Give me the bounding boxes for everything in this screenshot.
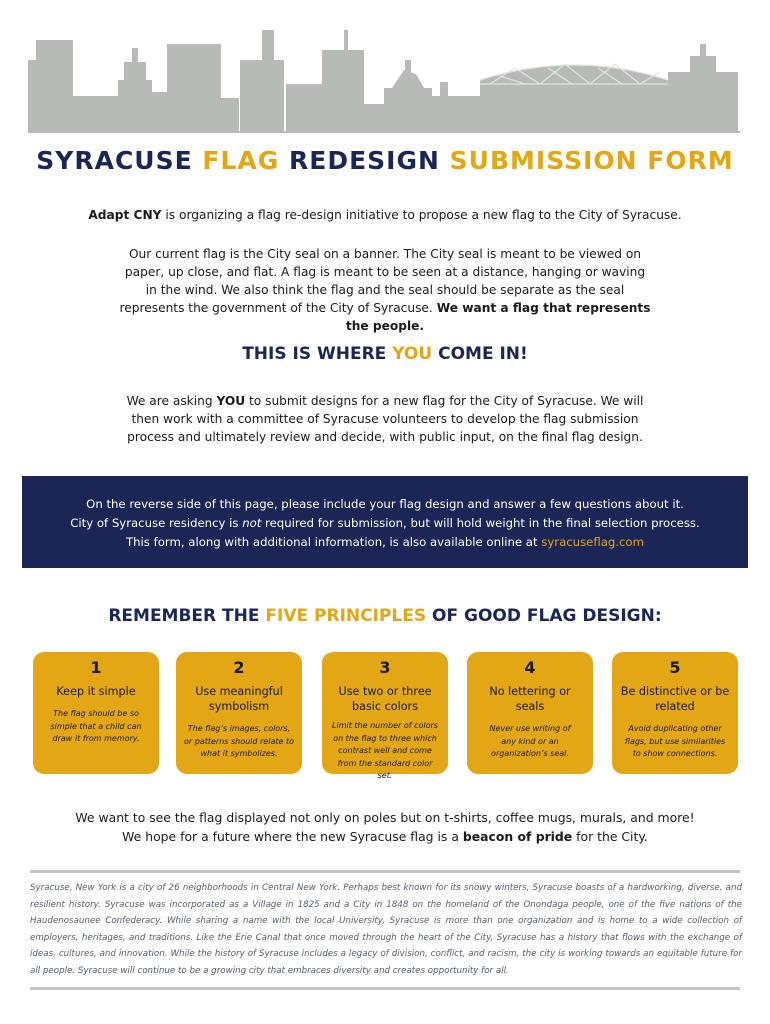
principle-description: Never use writing of any kind or an organization’s seal. bbox=[489, 724, 571, 758]
principle-number: 4 bbox=[524, 658, 536, 677]
closing-line-2-a: We hope for a future where the new Syracuse flag is a bbox=[122, 829, 463, 844]
principle-card-1 bbox=[33, 652, 159, 774]
intro-paragraph-1 bbox=[60, 206, 710, 224]
closing-line-2-c: for the City. bbox=[572, 829, 648, 844]
principles-heading-five: FIVE PRINCIPLES bbox=[265, 606, 427, 626]
info-banner bbox=[22, 476, 748, 568]
principle-description: Limit the number of colors on the flag to three which contrast well and come from the standard color set. bbox=[332, 721, 438, 780]
page-title bbox=[0, 146, 770, 175]
principle-name: No lettering or seals bbox=[489, 685, 571, 713]
banner-line-1: On the reverse side of this page, please include your flag design and answer a few questions about it. bbox=[86, 497, 684, 511]
banner-line-2-c: required for submission, but will hold weight in the final selection process. bbox=[261, 516, 700, 530]
intro-paragraph-2 bbox=[118, 245, 652, 335]
flag-for-people-text: We want a flag that represents the people. bbox=[345, 301, 651, 333]
footer-bottom-divider bbox=[30, 987, 740, 990]
intro-text: is organizing a flag re-design initiative to propose a new flag to the City of Syracuse. bbox=[161, 208, 682, 222]
footer-top-divider bbox=[30, 870, 740, 873]
come-in-heading-c: COME IN! bbox=[432, 344, 528, 364]
title-redesign: REDESIGN bbox=[289, 146, 440, 175]
principle-name: Use meaningful symbolism bbox=[195, 685, 283, 713]
title-submission-form: SUBMISSION FORM bbox=[449, 146, 734, 175]
banner-line-3-a: This form, along with additional information, is also available online at bbox=[126, 535, 542, 549]
principle-description: The flag should be so simple that a child can draw it from memory. bbox=[50, 709, 142, 743]
come-in-text-c: to submit designs for a new flag for the City of Syracuse. We will then work with a committee of Syracuse volunteers to develop the flag submission process and ultimately review and decide, with public input, on the final flag design. bbox=[127, 394, 644, 444]
principles-heading-a: REMEMBER THE bbox=[108, 606, 266, 626]
come-in-heading bbox=[0, 344, 770, 364]
principle-number: 3 bbox=[379, 658, 391, 677]
principle-name: Use two or three basic colors bbox=[338, 685, 432, 713]
come-in-heading-a: THIS IS WHERE bbox=[242, 344, 393, 364]
principle-name: Keep it simple bbox=[56, 685, 136, 698]
principles-heading bbox=[0, 606, 770, 626]
principle-card-5 bbox=[612, 652, 738, 774]
website-link[interactable]: syracuseflag.com bbox=[541, 535, 644, 549]
come-in-paragraph bbox=[118, 392, 652, 446]
come-in-text-you: YOU bbox=[216, 394, 246, 408]
principle-number: 2 bbox=[233, 658, 245, 677]
principle-number: 1 bbox=[90, 658, 102, 677]
title-syracuse: SYRACUSE bbox=[36, 146, 193, 175]
closing-line-2 bbox=[40, 827, 730, 846]
intro-org-name: Adapt CNY bbox=[88, 208, 162, 222]
title-flag: FLAG bbox=[202, 146, 280, 175]
principle-number: 5 bbox=[669, 658, 681, 677]
footer-history-paragraph: Syracuse, New York is a city of 26 neighborhoods in Central New York. Perhaps best known for its snowy winters, Syracuse boasts of a hardworking, diverse, and resilient history. Syracuse was incorporated as a Village in 1825 and a City in 1848 on the homeland of the Onondaga people, one of the five nations of the Haudenosaunee Confederacy. While sharing a name with the local University, Syracuse is more than one organization and is home to a wide collection of employers, heritages, and traditions. Like the Erie Canal that once moved through the heart of the City, Syracuse has a history that flows with the exchange of ideas, cultures, and innovation. While the history of Syracuse includes a legacy of division, conflict, and racism, the city is working towards an equitable future for all people. Syracuse will continue to be a growing city that embraces diversity and creates opportunity for all. bbox=[30, 883, 742, 976]
banner-line-2 bbox=[32, 514, 738, 533]
banner-line-3 bbox=[32, 533, 738, 552]
come-in-text-a: We are asking bbox=[126, 394, 217, 408]
banner-line-2-not: not bbox=[242, 516, 262, 530]
closing-text bbox=[40, 808, 730, 846]
come-in-heading-you: YOU bbox=[392, 344, 433, 364]
principle-description: The flag’s images, colors, or patterns should relate to what it symbolizes. bbox=[184, 724, 294, 758]
principle-card-2 bbox=[176, 652, 302, 774]
principle-name: Be distinctive or be related bbox=[620, 685, 730, 713]
closing-line-1: We want to see the flag displayed not only on poles but on t-shirts, coffee mugs, murals, and more! bbox=[75, 810, 695, 825]
principles-heading-c: OF GOOD FLAG DESIGN: bbox=[426, 606, 662, 626]
banner-line-2-a: City of Syracuse residency is bbox=[70, 516, 243, 530]
principle-card-3 bbox=[322, 652, 448, 780]
current-flag-text: Our current flag is the City seal on a banner. The City seal is meant to be viewed on paper, up close, and flat. A flag is meant to be seen at a distance, hanging or waving in the wind. We also think the flag and the seal should be separate as the seal represents the government of the City of Syracuse. bbox=[119, 247, 646, 315]
principle-card-4 bbox=[467, 652, 593, 774]
beacon-of-pride-text: beacon of pride bbox=[462, 829, 573, 844]
city-skyline-illustration bbox=[0, 0, 770, 140]
principle-description: Avoid duplicating other flags, but use similarities to show connections. bbox=[624, 724, 726, 758]
